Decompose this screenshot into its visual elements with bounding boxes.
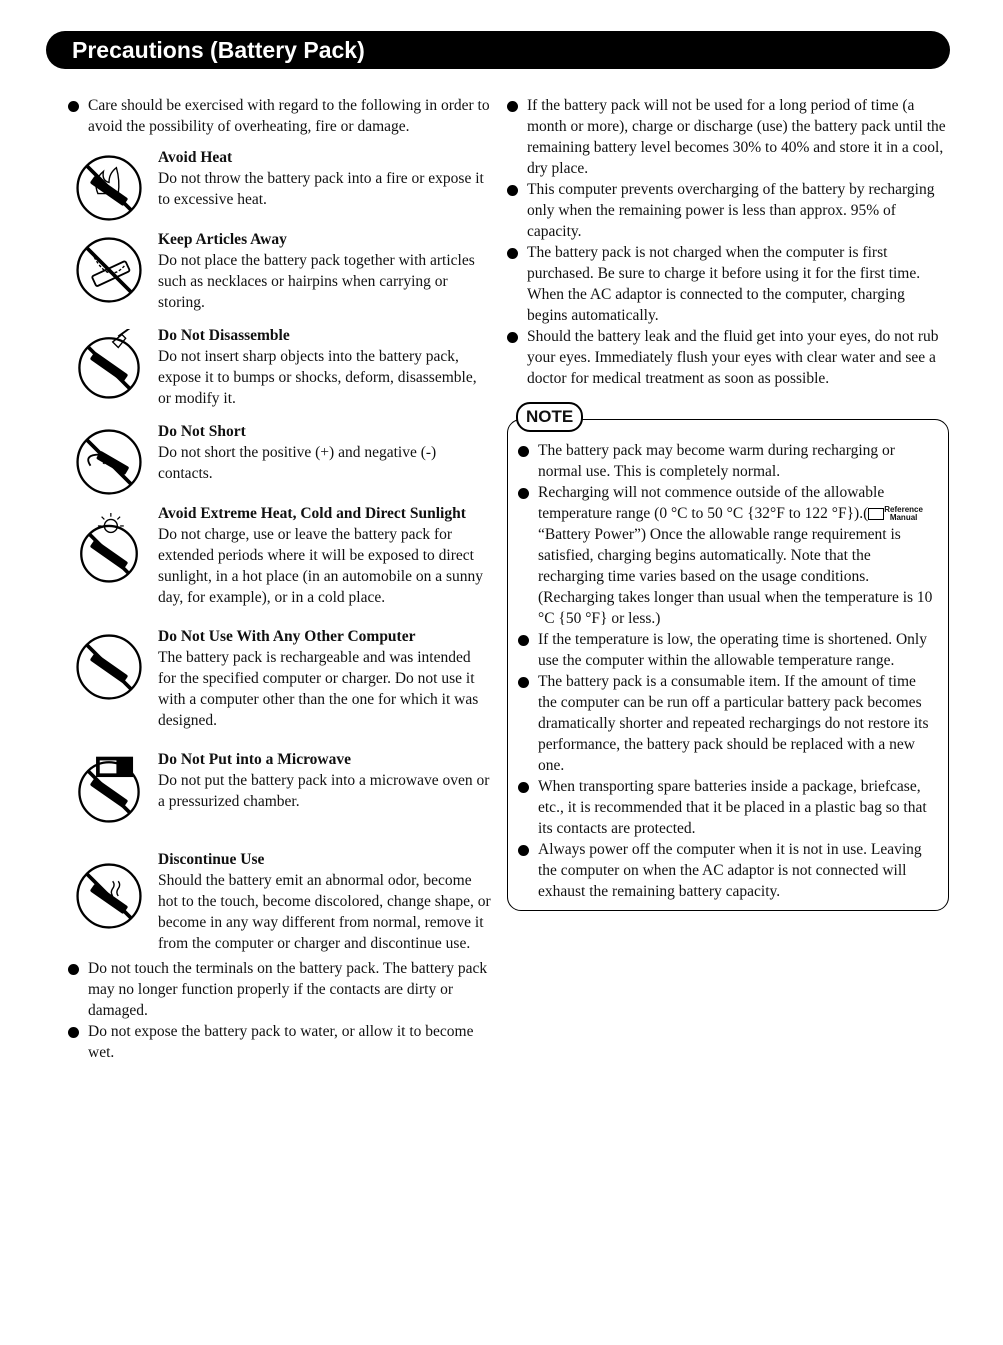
precaution-item [68,325,492,409]
item-title: Avoid Heat [158,149,233,166]
no-other-computer-icon [72,630,146,704]
intro-bullet: Care should be exercised with regard to the following in order to avoid the possibility of overheating, fire or damage. [68,95,492,137]
note-label: NOTE [516,402,583,432]
item-title: Discontinue Use [158,851,265,868]
water-bullet: Do not expose the battery pack to water, or allow it to become wet. [68,1021,492,1063]
item-title: Avoid Extreme Heat, Cold and Direct Sunlight [158,505,466,522]
item-text: Do not place the battery pack together with articles such as necklaces or hairpins when carrying or storing. [158,252,475,311]
no-sunlight-icon [72,513,146,587]
note-bullet: Always power off the computer when it is not in use. Leaving the computer on when the AC adaptor is not connected will exhaust the remaining battery capacity. [518,839,938,902]
terminal-bullet: Do not touch the terminals on the battery pack. The battery pack may no longer function properly if the contacts are dirty or damaged. [68,958,492,1021]
precaution-item [68,229,492,313]
item-text: Should the battery emit an abnormal odor, become hot to the touch, become discolored, change shape, or become in any way different from normal, remove it from the computer or charger and discontinue use. [158,872,491,952]
note-bullet: The battery pack is a consumable item. If the amount of time the computer can be run off a particular battery pack becomes dramatically shorter and repeated rechargings do not restore its performance, the battery pack should be replaced with a new one. [518,671,938,776]
precaution-item [68,147,492,217]
note-bullet: If the temperature is low, the operating time is shortened. Only use the computer within the allowable temperature range. [518,629,938,671]
item-title: Do Not Short [158,423,246,440]
precaution-item [68,749,492,819]
precaution-item [68,421,492,491]
item-text: Do not throw the battery pack into a fire or expose it to excessive heat. [158,170,484,208]
no-necklace-icon [72,233,146,307]
precaution-item [68,626,492,731]
page-ref-icon [868,508,884,520]
note-bullet: The battery pack may become warm during recharging or normal use. This is completely normal. [518,440,938,482]
item-text: Do not short the positive (+) and negative (-) contacts. [158,444,437,482]
manual-label: Manual [889,513,918,523]
precaution-item [68,849,492,954]
reference-manual-tag [884,506,923,522]
left-column [68,95,492,1063]
right-bullet: This computer prevents overcharging of the battery by recharging only when the remaining power is less than approx. 95% of capacity. [507,179,949,242]
no-disassemble-icon [72,329,146,403]
no-short-icon [72,425,146,499]
discontinue-icon [72,859,146,933]
note-box [507,407,949,911]
item-title: Do Not Put into a Microwave [158,751,352,768]
precaution-item [68,503,492,608]
right-bullet: If the battery pack will not be used for a long period of time (a month or more), charge or discharge (use) the battery pack until the remaining battery level becomes 30% to 40% and store it in a cool, dry place. [507,95,949,179]
right-bullet: The battery pack is not charged when the computer is first purchased. Be sure to charge it before using it for the first time. When the AC adaptor is connected to the computer, charging begins automatically. [507,242,949,326]
item-title: Do Not Use With Any Other Computer [158,628,416,645]
item-title: Keep Articles Away [158,231,287,248]
note-text: Recharging will not commence outside of the allowable temperature range (0 °C to 50 °C {32°F to 122 °F}).( [538,484,885,522]
note-bullet [518,482,938,629]
item-text: Do not insert sharp objects into the battery pack, expose it to bumps or shocks, deform, disassemble, or modify it. [158,348,477,407]
no-microwave-icon [72,753,146,827]
no-fire-icon [72,151,146,225]
right-column [507,95,949,911]
item-text: Do not charge, use or leave the battery pack for extended periods where it will be exposed to direct sunlight, in a hot place (in an automobile on a sunny day, for example), or in a cold place. [158,526,484,606]
item-text: Do not put the battery pack into a microwave oven or a pressurized chamber. [158,772,490,810]
right-bullet: Should the battery leak and the fluid get into your eyes, do not rub your eyes. Immediately flush your eyes with clear water and see a doctor for medical treatment as soon as possible. [507,326,949,389]
reference-label: Reference [884,505,923,515]
note-bullet: When transporting spare batteries inside a package, briefcase, etc., it is recommended that it be placed in a plastic bag so that its contacts are protected. [518,776,938,839]
page-title: Precautions (Battery Pack) [46,31,950,69]
note-text: “Battery Power”) Once the allowable range requirement is satisfied, charging begins automatically. Note that the recharging time varies based on the usage conditions. (Recharging takes longer than usual when the temperature is 10 °C {50 °F} or less.) [538,526,933,627]
item-text: The battery pack is rechargeable and was intended for the specified computer or charger. Do not use it with a computer other than the one for which it was designed. [158,649,479,729]
item-title: Do Not Disassemble [158,327,290,344]
